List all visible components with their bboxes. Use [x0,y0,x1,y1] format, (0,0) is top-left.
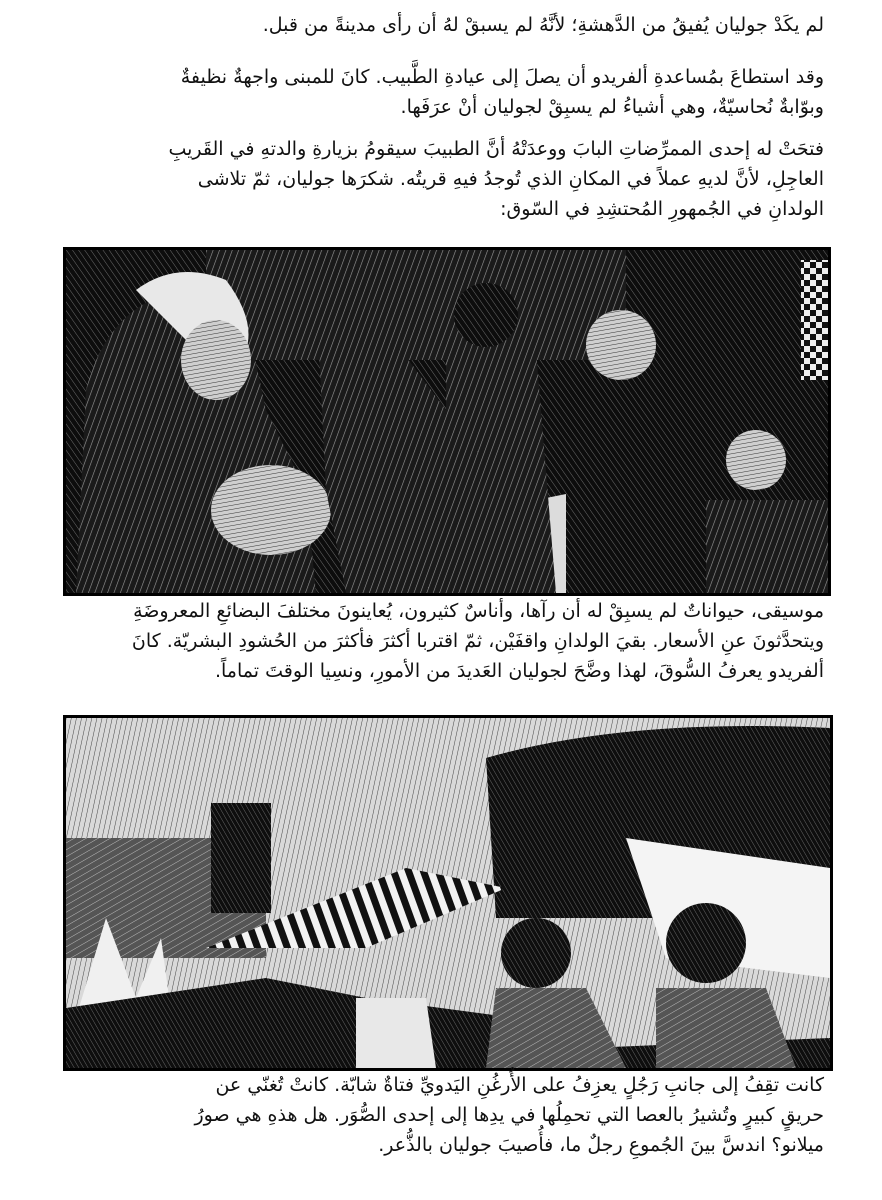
text-line: وقد استطاعَ بمُساعدةِ ألفريدو أن يصلَ إلى عيادةِ الطَّبيب. كانَ للمبنى واجهةٌ نظيفةٌ [180,66,824,88]
text-line: ويتحدَّثونَ عنِ الأسعار. بقيَ الولدانِ واقفَيْن، ثمّ اقتربا أكثرَ فأكثرَ من الحُشودِ البشريّة. كانَ [131,630,824,652]
text-line: وبوّابةٌ نُحاسيّةٌ، وهي أشياءُ لم يسبِقْ لجوليان أنْ عرَفَها. [400,96,824,118]
text-line: العاجِلِ، لأنَّ لديهِ عملاً في المكانِ الذي تُوجدُ فيهِ قريتُه. شكرَها جوليان، ثمّ تلاشى [197,168,824,190]
market-woodcut-image [66,718,830,1068]
text-line: حريقٍ كبيرٍ وتُشيرُ بالعصا التي تحمِلُها في يدِها إلى إحدى الصُّوَر. هل هذهِ هي صورُ [194,1104,824,1126]
text-line: ميلانو؟ اندسَّ بينَ الجُموعِ رجلٌ ما، فأُصيبَ جوليان بالذُّعر. [378,1134,824,1156]
text-line: كانت تقِفُ إلى جانبِ رَجُلٍ يعزِفُ على الأُرغُنِ اليَدويِّ فتاةٌ شابّة. كانتْ تُغنّي عن [215,1074,824,1096]
text-line: فتحَتْ له إحدى الممرِّضاتِ البابَ ووعدَتْهُ أنَّ الطبيبَ سيقومُ بزيارةِ والدتهِ في القَريبِ [168,138,824,160]
text-line: موسيقى، حيواناتٌ لم يسبِقْ له أن رآها، وأناسٌ كثيرون، يُعاينونَ مختلفَ البضائعِ المعروضَةِ [133,600,824,622]
market-illustration [63,715,833,1071]
paragraph-5 [44,1070,824,1160]
paragraph-2 [44,62,824,122]
clinic-woodcut-image [66,250,828,593]
clinic-illustration [63,247,831,596]
text-line: الولدانِ في الجُمهورِ المُحتشِدِ في السّوق: [500,198,824,220]
paragraph-3 [44,134,824,224]
text-line: ألفريدو يعرفُ السُّوقَ، لهذا وضَّحَ لجوليان العَديدَ من الأمورِ، ونسِيا الوقتَ تماماً. [214,660,824,682]
paragraph-1 [44,10,824,40]
text-line: لم يكَدْ جوليان يُفيقُ من الدَّهشةِ؛ لأنَّهُ لم يسبقْ لهُ أن رأى مدينةً من قبل. [262,14,824,36]
paragraph-4 [44,596,824,686]
